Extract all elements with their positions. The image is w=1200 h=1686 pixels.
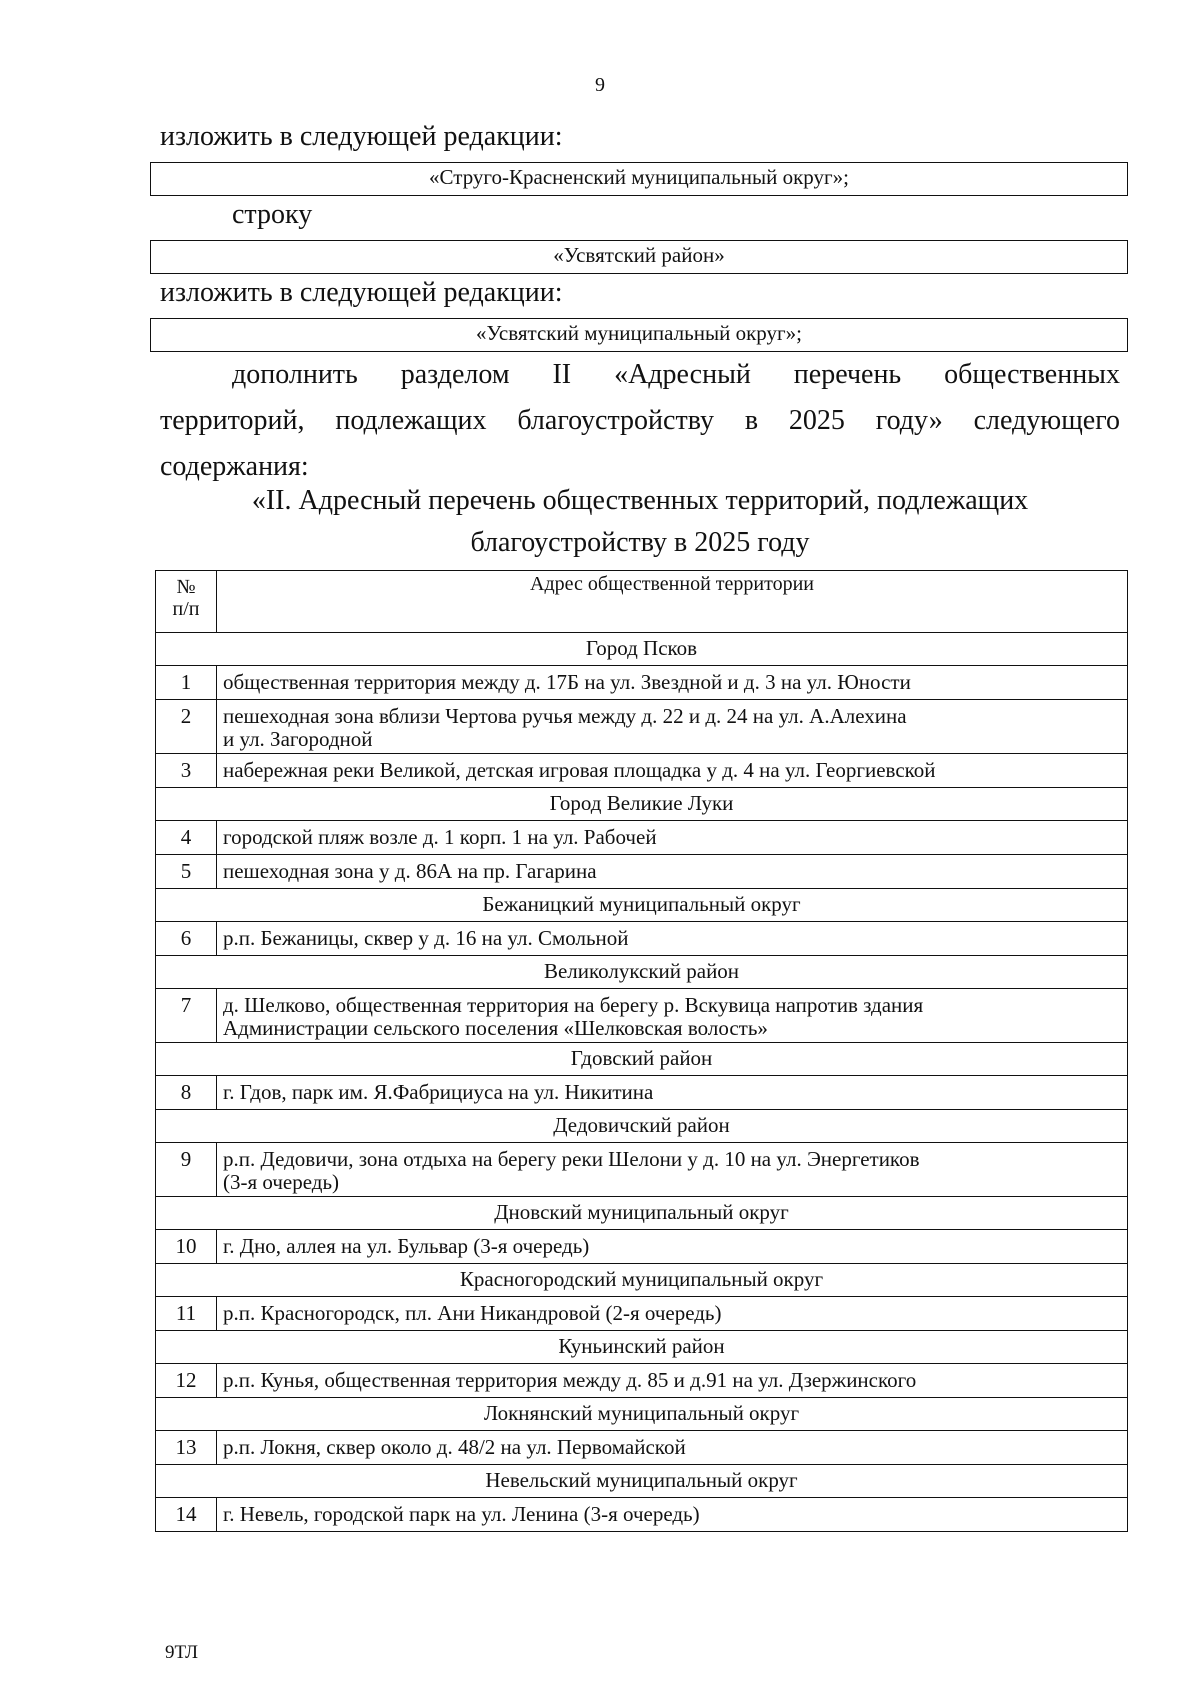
table-section-row [156,1264,1128,1297]
table-section-row [156,1398,1128,1431]
quoted-box-2: «Усвятский район» [150,240,1128,274]
row-number: 7 [156,989,217,1043]
row-address: р.п. Красногородск, пл. Ани Никандровой (2-я очередь) [217,1297,1128,1331]
section-title: Невельский муниципальный округ [156,1465,1128,1498]
page-number: 9 [595,74,605,96]
table-row [156,989,1128,1043]
row-address: г. Гдов, парк им. Я.Фабрициуса на ул. Никитина [217,1076,1128,1110]
row-number: 3 [156,754,217,788]
row-address: пешеходная зона у д. 86А на пр. Гагарина [217,855,1128,889]
section-title: Красногородский муниципальный округ [156,1264,1128,1297]
heading-line-2: благоустройству в 2025 году [470,527,810,558]
header-address: Адрес общественной территории [217,571,1128,633]
table-row [156,666,1128,700]
table-row [156,754,1128,788]
row-number: 6 [156,922,217,956]
table-row [156,1297,1128,1331]
row-address: общественная территория между д. 17Б на ул. Звездной и д. 3 на ул. Юности [217,666,1128,700]
footer-code: 9ТЛ [165,1642,199,1663]
paragraph-line-2: территорий, подлежащих благоустройству в 2025 году» следующего [160,405,1120,436]
table-row [156,1076,1128,1110]
table-section-row [156,1043,1128,1076]
header-number: № п/п [156,571,217,633]
amendment-paragraph [160,352,1120,490]
table-section-row [156,956,1128,989]
table-row [156,1230,1128,1264]
intro-text-2: изложить в следующей редакции: [160,277,563,308]
row-number: 1 [156,666,217,700]
table-row [156,855,1128,889]
row-number: 9 [156,1143,217,1197]
row-address: р.п. Дедовичи, зона отдыха на берегу реки Шелони у д. 10 на ул. Энергетиков (3-я очередь) [217,1143,1128,1197]
table-section-row [156,1331,1128,1364]
row-number: 8 [156,1076,217,1110]
heading-line-1: «II. Адресный перечень общественных территорий, подлежащих [251,485,1029,516]
paragraph-line-3: содержания: [160,451,309,482]
address-table [155,570,1128,1532]
table-row [156,922,1128,956]
row-number: 4 [156,821,217,855]
row-number: 10 [156,1230,217,1264]
row-address: г. Невель, городской парк на ул. Ленина (3-я очередь) [217,1498,1128,1532]
row-number: 13 [156,1431,217,1465]
section-title: Гдовский район [156,1043,1128,1076]
intro-text-1: изложить в следующей редакции: [160,121,563,152]
word-row: строку [232,199,313,230]
table-section-row [156,788,1128,821]
section-title: Город Великие Луки [156,788,1128,821]
row-number: 5 [156,855,217,889]
row-address: р.п. Бежаницы, сквер у д. 16 на ул. Смольной [217,922,1128,956]
table-row [156,1364,1128,1398]
row-number: 2 [156,700,217,754]
table-row [156,1143,1128,1197]
table-row [156,700,1128,754]
row-number: 12 [156,1364,217,1398]
table-row [156,821,1128,855]
row-address: г. Дно, аллея на ул. Бульвар (3-я очередь) [217,1230,1128,1264]
table-row [156,1431,1128,1465]
section-heading [160,480,1120,564]
quoted-box-1: «Струго-Красненский муниципальный округ»; [150,162,1128,196]
row-number: 14 [156,1498,217,1532]
row-address: р.п. Локня, сквер около д. 48/2 на ул. Первомайской [217,1431,1128,1465]
row-address: городской пляж возле д. 1 корп. 1 на ул. Рабочей [217,821,1128,855]
row-address: д. Шелково, общественная территория на берегу р. Вскувица напротив здания Администрации сельского поселения «Шелковская волость» [217,989,1128,1043]
quoted-box-3: «Усвятский муниципальный округ»; [150,318,1128,352]
section-title: Куньинский район [156,1331,1128,1364]
section-title: Бежаницкий муниципальный округ [156,889,1128,922]
table-row [156,1498,1128,1532]
section-title: Великолукский район [156,956,1128,989]
row-number: 11 [156,1297,217,1331]
paragraph-line-1: дополнить разделом II «Адресный перечень общественных [232,359,1120,390]
table-section-row [156,633,1128,666]
section-title: Дновский муниципальный округ [156,1197,1128,1230]
table-header-row [156,571,1128,633]
table-section-row [156,1465,1128,1498]
row-address: пешеходная зона вблизи Чертова ручья между д. 22 и д. 24 на ул. А.Алехина и ул. Загородной [217,700,1128,754]
section-title: Дедовичский район [156,1110,1128,1143]
section-title: Город Псков [156,633,1128,666]
row-address: набережная реки Великой, детская игровая площадка у д. 4 на ул. Георгиевской [217,754,1128,788]
table-section-row [156,1197,1128,1230]
section-title: Локнянский муниципальный округ [156,1398,1128,1431]
row-address: р.п. Кунья, общественная территория между д. 85 и д.91 на ул. Дзержинского [217,1364,1128,1398]
table-section-row [156,889,1128,922]
table-section-row [156,1110,1128,1143]
